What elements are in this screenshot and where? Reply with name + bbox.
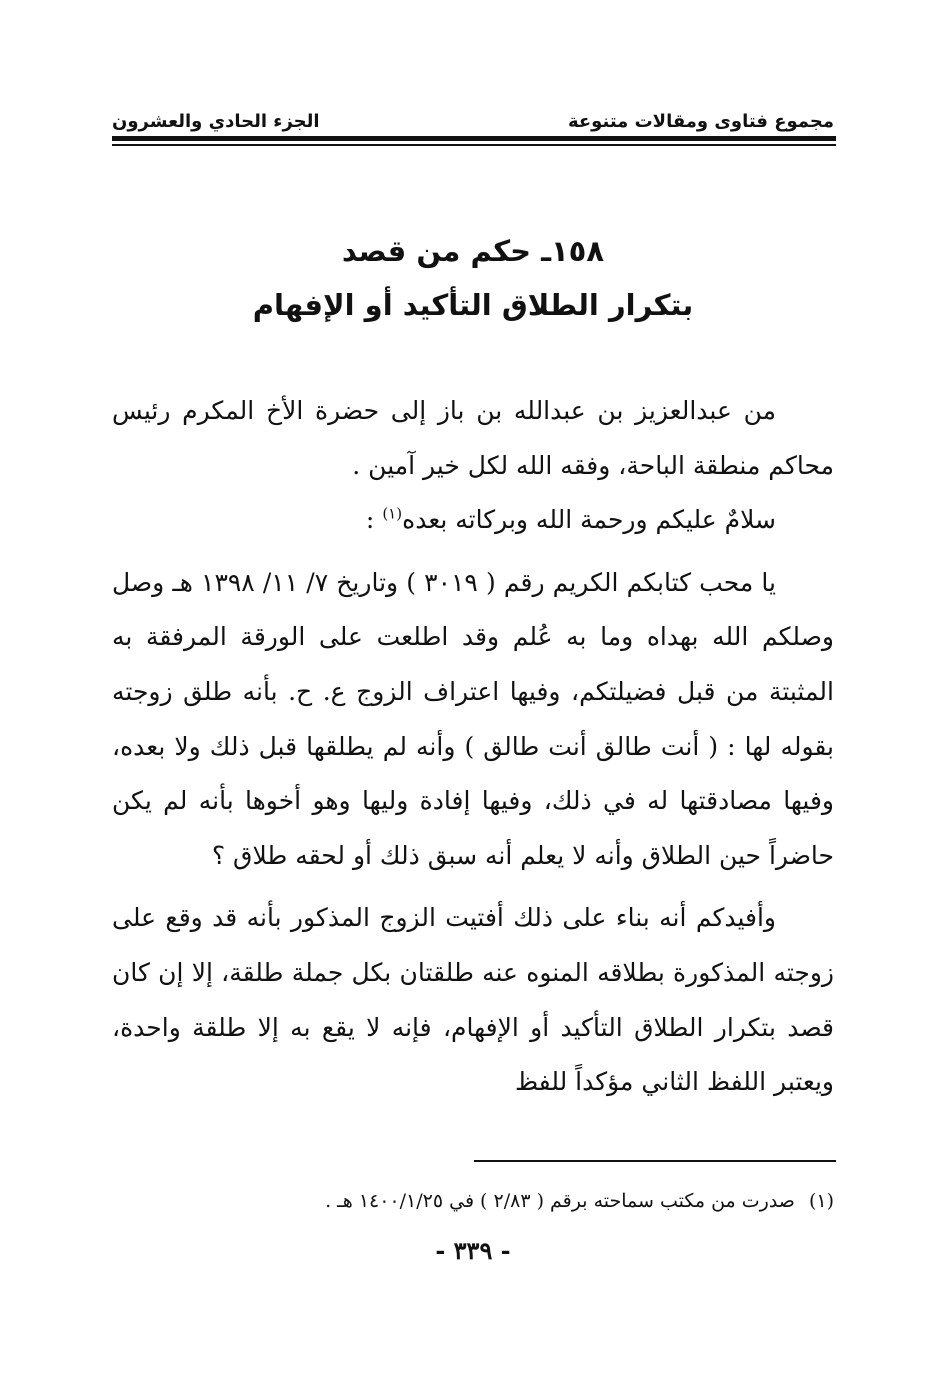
paragraph-opening: من عبدالعزيز بن عبدالله بن باز إلى حضرة الأخ المكرم رئيس محاكم منطقة الباحة، وفقه الله لكل خير آمين .: [112, 396, 834, 480]
paragraph-ruling: وأفيدكم أنه بناء على ذلك أفتيت الزوج المذكور بأنه قد وقع على زوجته المذكورة بطلاقه المنوه عنه طلقتان بكل جملة طلقة، إلا إن كان قصد بتكرار الطلاق التأكيد أو الإفهام، فإنه لا يقع به إلا طلقة واحدة، ويعتبر اللفظ الثاني مؤكداً للفظ: [112, 903, 834, 1097]
page-number: - ٣٣٩ -: [435, 1236, 511, 1265]
book-title: مجموع فتاوى ومقالات متنوعة: [567, 111, 834, 132]
header-rule-thin: [112, 144, 836, 146]
running-header: [112, 98, 834, 132]
footnote-text: صدرت من مكتب سماحته برقم ( ٢/٨٣ ) في ١٤٠٠/١/٢٥ هـ .: [325, 1190, 795, 1212]
salutation-colon: :: [365, 505, 375, 535]
footnote-rule: [474, 1160, 836, 1162]
title-line-2: بتكرار الطلاق التأكيد أو الإفهام: [252, 288, 694, 322]
fatwa-title: [112, 224, 834, 332]
footnote: [112, 1186, 834, 1216]
body-text: [112, 384, 834, 1110]
title-line-1: ١٥٨ـ حكم من قصد: [341, 234, 605, 268]
header-rule-thick: [112, 136, 836, 141]
footnote-number: (١): [808, 1190, 834, 1212]
paragraph-salutation: [112, 493, 834, 548]
volume-label: الجزء الحادي والعشرون: [112, 111, 320, 132]
footnote-reference: (١): [382, 504, 403, 523]
paragraph-letter: يا محب كتابكم الكريم رقم ( ٣٠١٩ ) وتاريخ ٧/ ١١/ ١٣٩٨ هـ وصل وصلكم الله بهداه وما به عُلم وقد اطلعت على الورقة المرفقة به المثبتة من قبل فضيلتكم، وفيها اعتراف الزوج ع. ح. بأنه طلق زوجته بقوله لها : ( أنت طالق أنت طالق ) وأنه لم يطلقها قبل ذلك ولا بعده، وفيها مصادقتها له في ذلك، وفيها إفادة وليها وهو أخوها بأنه لم يكن حاضراً حين الطلاق وأنه لا يعلم أنه سبق ذلك أو لحقه طلاق ؟: [112, 567, 834, 870]
salutation-text: سلامٌ عليكم ورحمة الله وبركاته بعده: [402, 505, 776, 535]
